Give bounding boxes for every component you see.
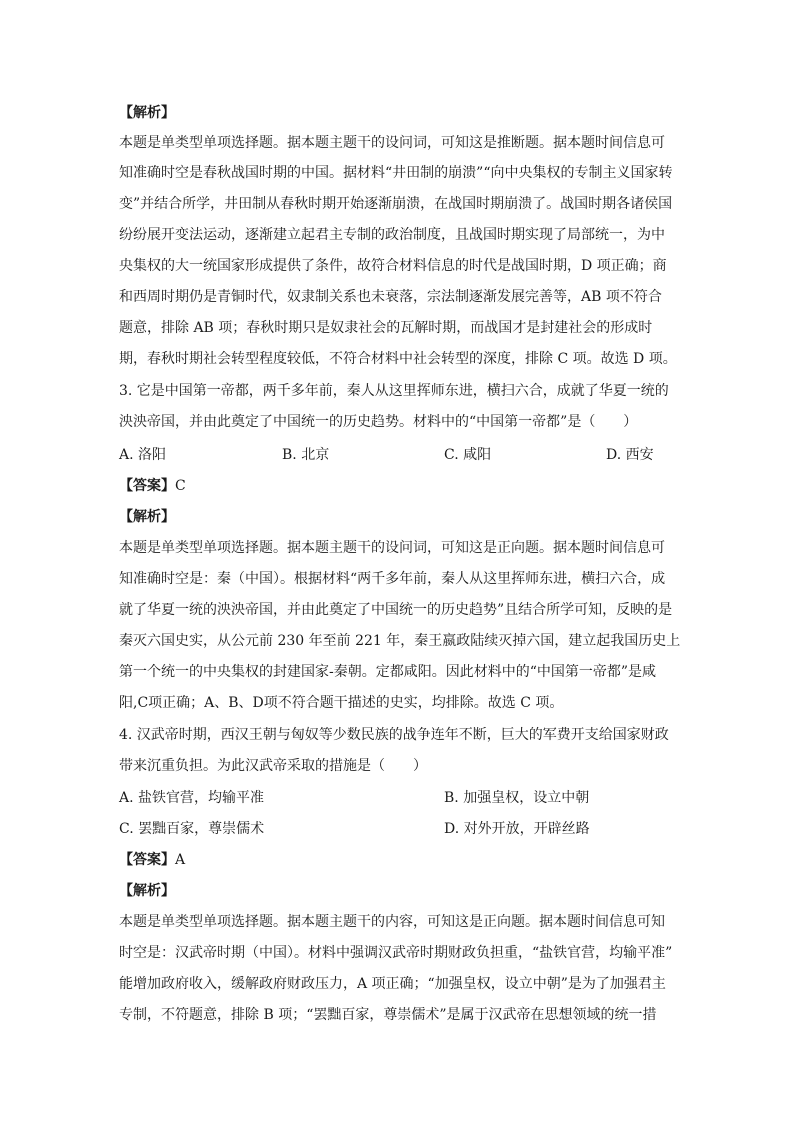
option-d: D. 对外开放，开辟丝路 bbox=[444, 821, 590, 837]
analysis-line: 秦灭六国史实，从公元前 230 年至前 221 年，秦王嬴政陆续灭掉六国，建立起我国历史上 bbox=[119, 633, 681, 649]
analysis-line: 本题是单类型单项选择题。据本题主题干的设问词，可知这是推断题。据本题时间信息可 bbox=[119, 135, 665, 151]
analysis-line: 纷纷展开变法运动，逐渐建立起君主专制的政治制度，且战国时期实现了局部统一，为中 bbox=[119, 227, 665, 243]
option-c: C. 罢黜百家，尊崇儒术 bbox=[119, 821, 265, 837]
analysis-line: 和西周时期仍是青铜时代，奴隶制关系也未衰落，宗法制逐渐发展完善等，AB 项不符合 bbox=[119, 289, 662, 305]
analysis-line: 时空是：汉武帝时期（中国）。材料中强调汉武帝时期财政负担重，“盐铁官营，均输平准” bbox=[119, 945, 673, 961]
option-b: B. 加强皇权，设立中朝 bbox=[444, 790, 590, 806]
analysis-line: 央集权的大一统国家形成提供了条件，故符合材料信息的时代是战国时期，D 项正确；商 bbox=[119, 258, 667, 274]
option-d: D. 西安 bbox=[606, 447, 654, 463]
analysis-line: 期，春秋时期社会转型程度较低，不符合材料中社会转型的深度，排除 C 项。故选 D 项。 bbox=[119, 351, 677, 367]
question-stem: 3. 它是中国第一帝都，两千多年前，秦人从这里挥师东进，横扫六合，成就了华夏一统的 bbox=[119, 383, 669, 399]
analysis-line: 本题是单类型单项选择题。据本题主题干的设问词，可知这是正向题。据本题时间信息可 bbox=[119, 540, 665, 556]
analysis-line: 本题是单类型单项选择题。据本题主题干的内容，可知这是正向题。据本题时间信息可知 bbox=[119, 914, 665, 930]
answer-row bbox=[119, 477, 186, 495]
analysis-line: 第一个统一的中央集权的封建国家-秦朝。定都咸阳。因此材料中的“中国第一帝都”是咸 bbox=[119, 664, 657, 680]
analysis-heading: 【解析】 bbox=[119, 883, 175, 899]
analysis-line: 阳,C项正确；A、B、D项不符合题干描述的史实，均排除。故选 C 项。 bbox=[119, 695, 564, 711]
option-c: C. 咸阳 bbox=[444, 447, 492, 463]
analysis-line: 就了华夏一统的泱泱帝国，并由此奠定了中国统一的历史趋势”且结合所学可知，反映的是 bbox=[119, 602, 673, 618]
option-a: A. 盐铁官营，均输平准 bbox=[119, 790, 265, 806]
question-stem: 带来沉重负担。为此汉武帝采取的措施是（ ） bbox=[119, 758, 427, 774]
analysis-line: 知准确时空是春秋战国时期的中国。据材料“井田制的崩溃”“向中央集权的专制主义国家转 bbox=[119, 165, 673, 181]
analysis-heading: 【解析】 bbox=[119, 509, 175, 525]
answer-row bbox=[119, 851, 185, 869]
analysis-line: 变”并结合所学，井田制从春秋时期开始逐渐崩溃，在战国时期崩溃了。战国时期各诸侯国 bbox=[119, 196, 673, 212]
analysis-line: 专制，不符题意，排除 B 项；“罢黜百家，尊崇儒术”是属于汉武帝在思想领域的统一措 bbox=[119, 1007, 657, 1023]
question-stem: 泱泱帝国，并由此奠定了中国统一的历史趋势。材料中的“中国第一帝都”是（ ） bbox=[119, 414, 638, 430]
answer-label: 【答案】 bbox=[119, 852, 175, 868]
answer-label: 【答案】 bbox=[119, 478, 175, 494]
answer-value: A bbox=[175, 852, 186, 868]
option-a: A. 洛阳 bbox=[119, 447, 167, 463]
analysis-line: 能增加政府收入，缓解政府财政压力，A 项正确；“加强皇权，设立中朝”是为了加强君主 bbox=[119, 976, 666, 992]
analysis-heading: 【解析】 bbox=[119, 105, 175, 121]
answer-value: C bbox=[175, 478, 186, 494]
analysis-line: 题意，排除 AB 项；春秋时期只是奴隶社会的瓦解时期，而战国才是封建社会的形成时 bbox=[119, 320, 653, 336]
analysis-line: 知准确时空是：秦（中国）。根据材料“两千多年前，秦人从这里挥师东进，横扫六合，成 bbox=[119, 571, 666, 587]
question-stem: 4. 汉武帝时期，西汉王朝与匈奴等少数民族的战争连年不断，巨大的军费开支给国家财政 bbox=[119, 727, 669, 743]
option-b: B. 北京 bbox=[282, 447, 330, 463]
